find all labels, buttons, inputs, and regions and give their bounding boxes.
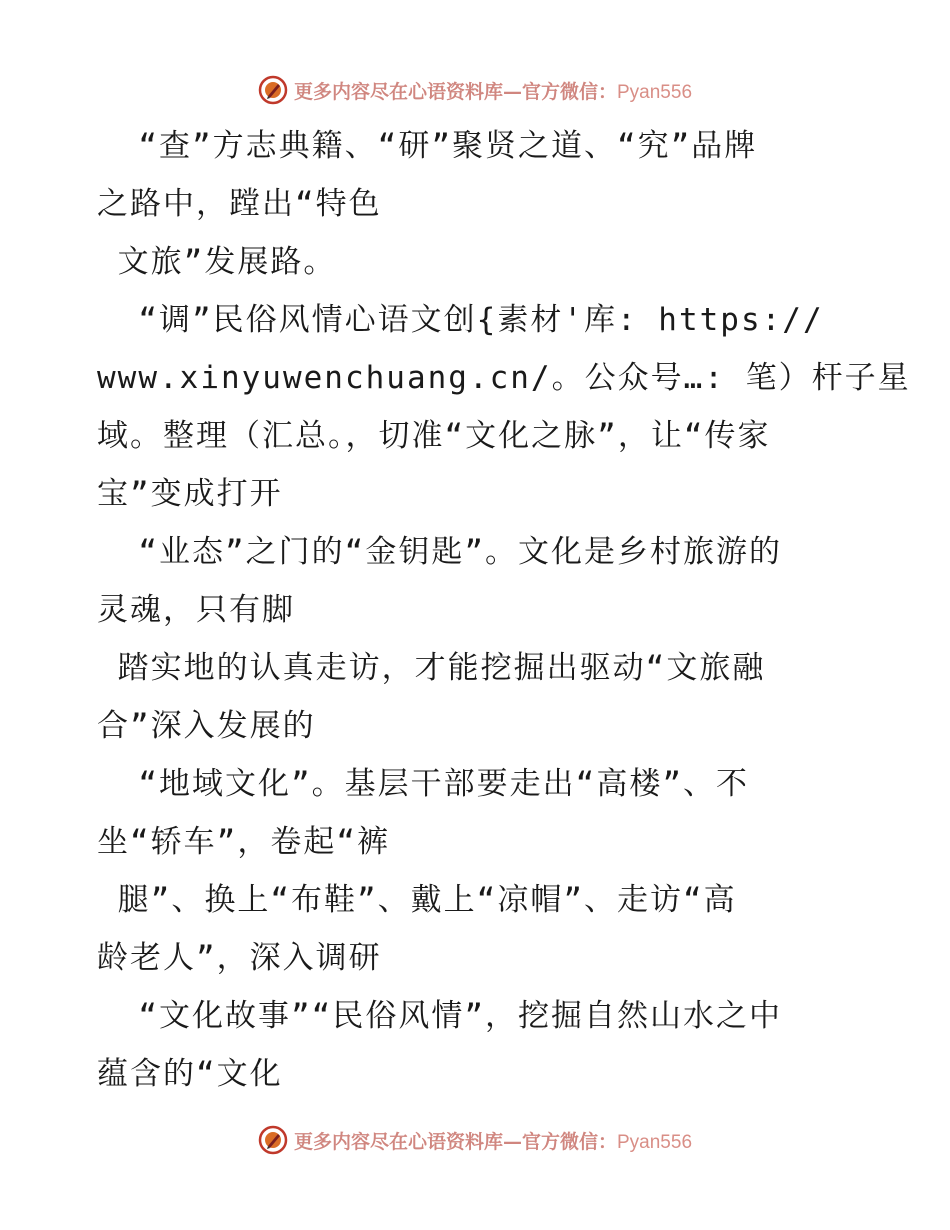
header-banner xyxy=(0,70,950,110)
text-line: 域。整理（汇总。，切准“文化之脉”，让“传家 xyxy=(97,418,771,454)
text-line: “文化故事”“民俗风情”，挖掘自然山水之中 xyxy=(97,998,782,1034)
banner-slogan: 更多内容尽在心语资料库—官方微信： xyxy=(293,1130,617,1153)
text-line: 踏实地的认真走访，才能挖掘出驱动“文旅融 xyxy=(97,650,766,686)
text-line: “业态”之门的“金钥匙”。文化是乡村旅游的 xyxy=(97,534,782,570)
text-line: 宝”变成打开 xyxy=(97,476,283,512)
text-line: “查”方志典籍、“研”聚贤之道、“究”品牌 xyxy=(97,128,758,164)
footer-banner xyxy=(0,1120,950,1160)
document-body xyxy=(97,117,911,1103)
pen-circle-logo-icon xyxy=(258,1125,288,1155)
text-line: 腿”、换上“布鞋”、戴上“凉帽”、走访“高 xyxy=(97,882,737,918)
text-line: 文旅”发展路。 xyxy=(97,244,337,280)
text-line: 坐“轿车”，卷起“裤 xyxy=(97,824,390,860)
text-line: 蕴含的“文化 xyxy=(97,1056,283,1092)
banner-text xyxy=(294,1127,692,1154)
text-line: 之路中，蹚出“特色 xyxy=(97,186,382,222)
banner-wechat-id: Pyan556 xyxy=(617,1131,693,1153)
banner-wechat-id: Pyan556 xyxy=(617,81,693,103)
text-line: 龄老人”，深入调研 xyxy=(97,940,382,976)
banner-slogan: 更多内容尽在心语资料库—官方微信： xyxy=(293,80,617,103)
text-line: 合”深入发展的 xyxy=(97,708,316,744)
pen-circle-logo-icon xyxy=(258,75,288,105)
banner-text xyxy=(294,77,692,104)
text-line: 灵魂，只有脚 xyxy=(97,592,295,628)
text-line: “地域文化”。基层干部要走出“高楼”、不 xyxy=(97,766,749,802)
text-line: “调”民俗风情心语文创{素材'库: https:// xyxy=(97,302,824,338)
text-line: www.xinyuwenchuang.cn/。公众号…: 笔）杆子星 xyxy=(97,360,911,396)
